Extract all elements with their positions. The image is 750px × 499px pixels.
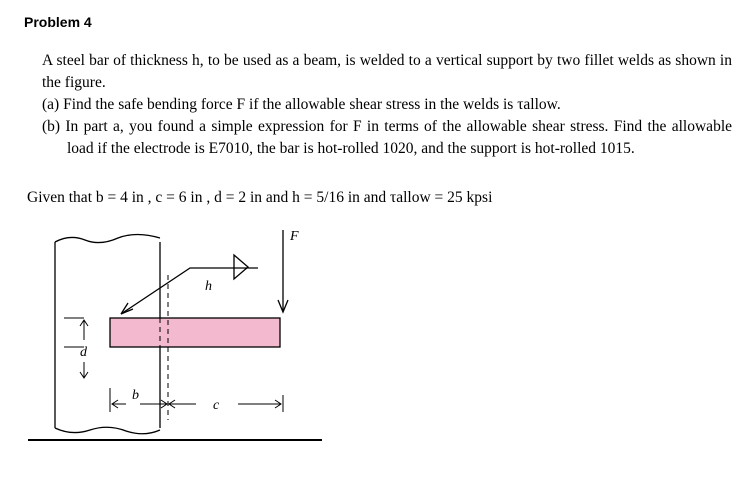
problem-part-b: (b) In part a, you found a simple expression for F in terms of the allowable shear stress. Find the allowable load if the electrode is E7010, the bar is hot-rolled 1020, and the support is hot-rolled 1015.: [42, 118, 732, 157]
steel-bar: [110, 318, 280, 347]
given-values: Given that b = 4 in , c = 6 in , d = 2 in and h = 5/16 in and τallow = 25 kpsi: [27, 189, 493, 206]
problem-part-a: (a) Find the safe bending force F if the allowable shear stress in the welds is τallow.: [42, 96, 561, 113]
support-bottom-break: [55, 427, 160, 434]
weld-leader-arrow: [121, 268, 230, 314]
label-c: c: [213, 398, 220, 413]
label-d: d: [80, 345, 87, 360]
label-b: b: [132, 388, 139, 403]
label-h: h: [205, 279, 212, 294]
support-top-break: [55, 235, 160, 243]
label-F: F: [290, 229, 299, 244]
problem-heading: Problem 4: [24, 14, 92, 30]
force-arrow: [278, 230, 288, 312]
weld-symbol: [230, 255, 258, 279]
problem-intro: A steel bar of thickness h, to be used as a beam, is welded to a vertical support by two fillet welds as shown in the figure.: [42, 52, 732, 91]
